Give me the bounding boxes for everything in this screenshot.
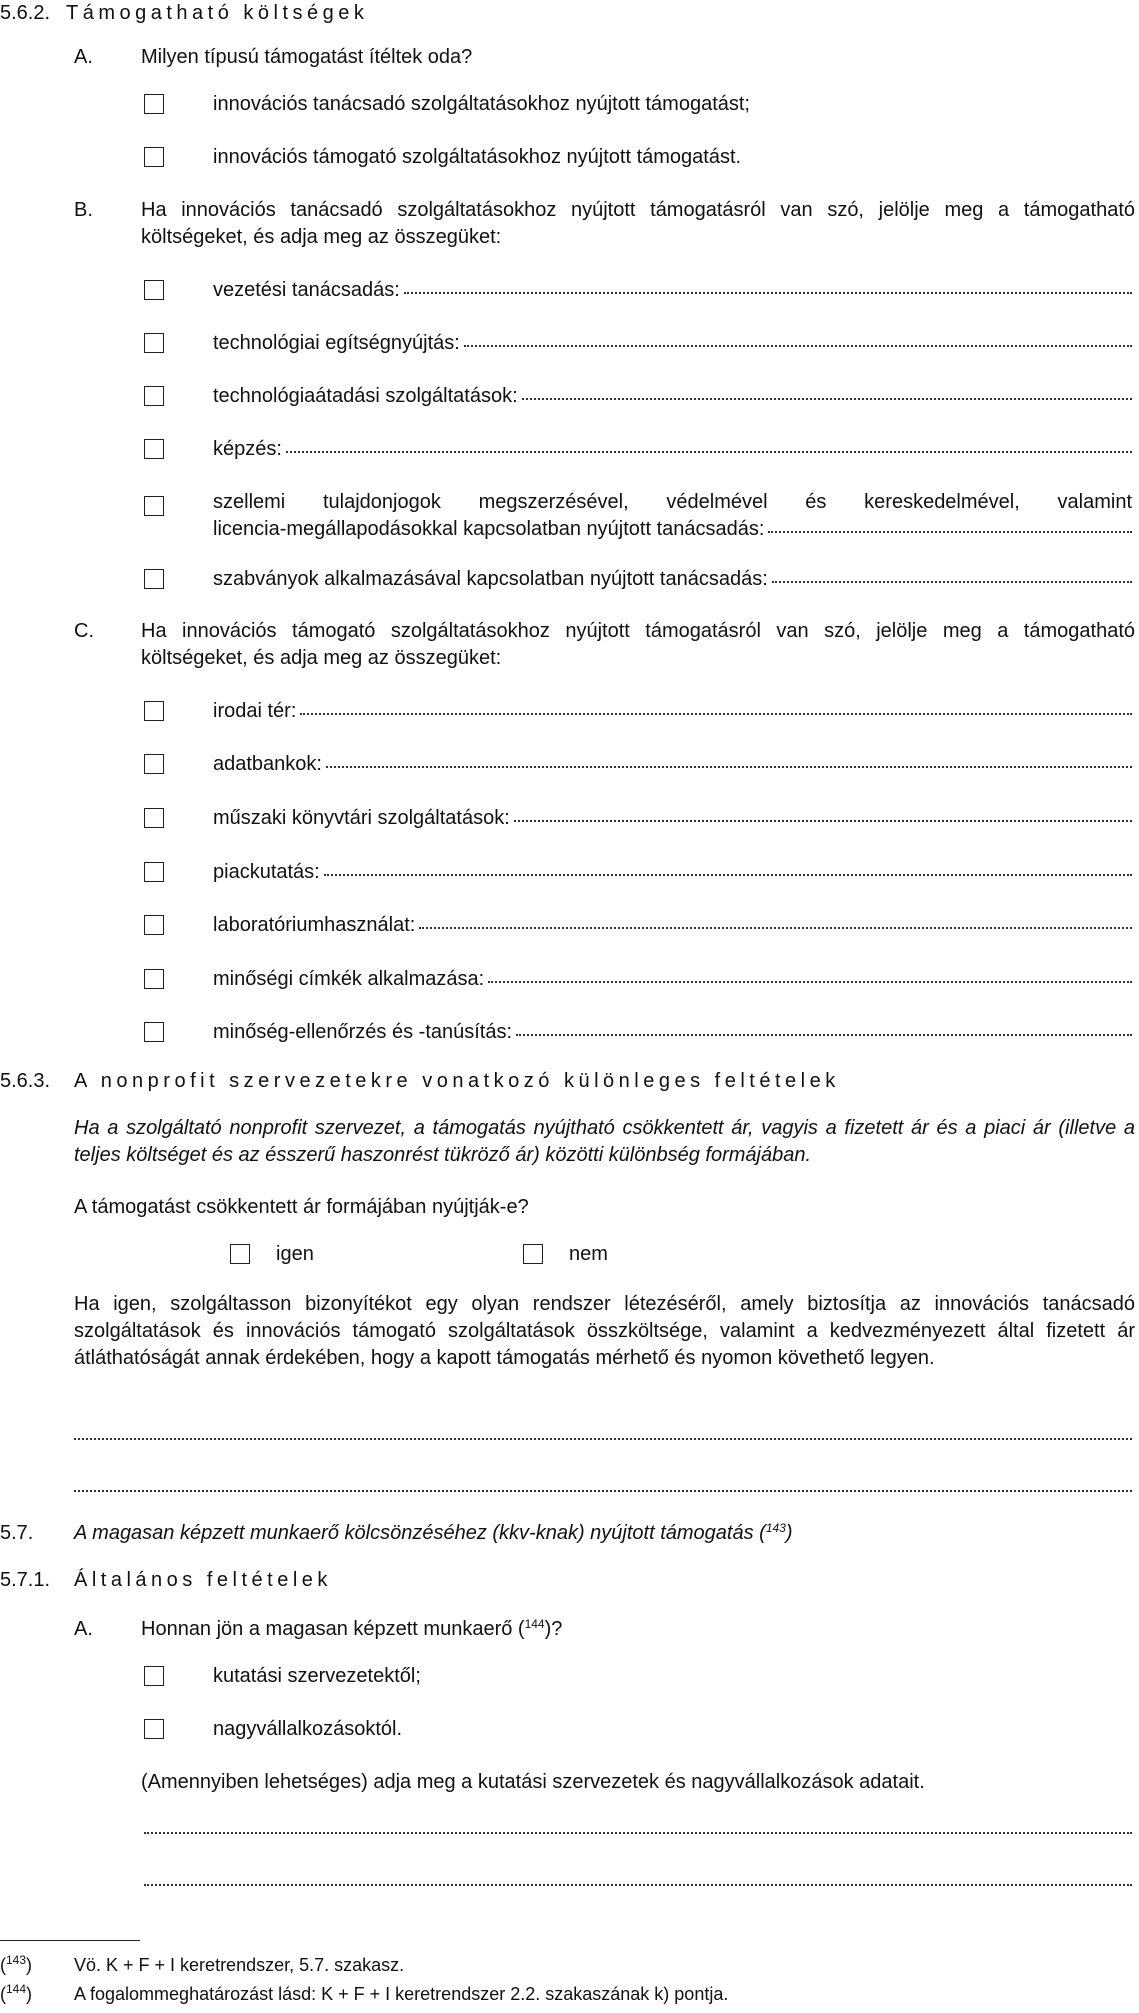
- checkbox-technology-assistance[interactable]: [144, 333, 164, 353]
- option-yes-label: igen: [276, 1243, 314, 1265]
- question-b-text: Ha innovációs tanácsadó szolgáltatásokhoz nyújtott támogatásról van szó, jelölje meg a támogatható költségeket, és adja meg az összegüket:: [141, 199, 1135, 248]
- question-b-label: B.: [74, 199, 93, 221]
- footnote-144-text: A fogalommeghatározást lásd: K + F + I keretrendszer 2.2. szakaszának k) pontja.: [74, 1984, 729, 2004]
- section-number-5-6-3: 5.6.3.: [0, 1070, 51, 1092]
- item-technical-library: műszaki könyvtári szolgáltatások:: [213, 805, 1132, 832]
- item-quality-control: minőség-ellenőrzés és -tanúsítás:: [213, 1019, 1132, 1046]
- item-laboratory-use: laboratóriumhasználat:: [213, 912, 1132, 939]
- question-a2-text: Honnan jön a magasan képzett munkaerő ($^{144}$)?: [141, 1617, 563, 1640]
- reduced-price-question: A támogatást csökkentett ár formájában nyújtják-e?: [74, 1196, 529, 1218]
- footnote-ref-143[interactable]: 143: [765, 1521, 786, 1535]
- nonprofit-condition-text: Ha a szolgáltató nonprofit szervezet, a támogatás nyújtható csökkentett ár, vagyis a fizetett ár és a piaci ár (illetve a teljes költséget és az ésszerű haszonrést tükröző ár) közötti különbség formájában.: [74, 1117, 1135, 1166]
- footnote-separator: [0, 1940, 140, 1941]
- item-standards-advice: szabványok alkalmazásával kapcsolatban nyújtott tanácsadás:: [213, 566, 1132, 593]
- checkbox-standards-advice[interactable]: [144, 569, 164, 589]
- option-innovation-support: innovációs támogató szolgáltatásokhoz nyújtott támogatást.: [213, 146, 742, 168]
- option-innovation-advisory: innovációs tanácsadó szolgáltatásokhoz nyújtott támogatást;: [213, 93, 750, 115]
- checkbox-large-enterprises[interactable]: [144, 1719, 164, 1739]
- answer-line-2[interactable]: [74, 1488, 1132, 1492]
- section-number-5-7: 5.7.: [0, 1522, 34, 1544]
- question-c-text: Ha innovációs támogató szolgáltatásokhoz nyújtott támogatásról van szó, jelölje meg a támogatható költségeket, és adja meg az összegüket:: [141, 620, 1135, 669]
- item-training: képzés:: [213, 436, 1132, 463]
- answer-line-1[interactable]: [74, 1436, 1132, 1440]
- item-management-advice: vezetési tanácsadás:: [213, 277, 1132, 304]
- item-technology-assistance: technológiai egítségnyújtás:: [213, 330, 1132, 357]
- question-c-label: C.: [74, 620, 94, 642]
- evidence-request-text: Ha igen, szolgáltasson bizonyítékot egy olyan rendszer létezéséről, amely biztosítja az innovációs tanácsadó szolgáltatások és innovációs támogató szolgáltatások összköltsége, valamint a kedvezményezett által fizetett ár átláthatóságát annak érdekében, hogy a kapott támogatás mérhető és nyomon követhető legyen.: [74, 1293, 1135, 1369]
- question-a-label: A.: [74, 46, 93, 68]
- checkbox-technical-library[interactable]: [144, 808, 164, 828]
- item-databanks: adatbankok:: [213, 751, 1132, 778]
- checkbox-laboratory-use[interactable]: [144, 915, 164, 935]
- details-request-text: (Amennyiben lehetséges) adja meg a kutatási szervezetek és nagyvállalkozások adatait.: [141, 1771, 925, 1793]
- checkbox-management-advice[interactable]: [144, 280, 164, 300]
- item-office-space: irodai tér:: [213, 698, 1132, 725]
- option-large-enterprises: nagyvállalkozásoktól.: [213, 1718, 402, 1740]
- section-title-5-7-1: Általános feltételek: [74, 1569, 332, 1591]
- footnote-143-text: Vö. K + F + I keretrendszer, 5.7. szakasz.: [74, 1955, 405, 1975]
- checkbox-innovation-advisory[interactable]: [144, 94, 164, 114]
- item-quality-labels: minőségi címkék alkalmazása:: [213, 966, 1132, 993]
- checkbox-innovation-support[interactable]: [144, 147, 164, 167]
- checkbox-ip-advice[interactable]: [144, 496, 164, 516]
- checkbox-office-space[interactable]: [144, 701, 164, 721]
- option-research-organisations: kutatási szervezetektől;: [213, 1665, 421, 1687]
- section-title-5-6-3: A nonprofit szervezetekre vonatkozó különleges feltételek: [74, 1070, 840, 1092]
- checkbox-training[interactable]: [144, 439, 164, 459]
- checkbox-yes[interactable]: [230, 1244, 250, 1264]
- checkbox-quality-labels[interactable]: [144, 969, 164, 989]
- footnote-144-ref: ($^{144}$): [0, 1982, 33, 2004]
- details-line-2[interactable]: [144, 1882, 1132, 1886]
- item-ip-advice-line2: licencia-megállapodásokkal kapcsolatban nyújtott tanácsadás:: [213, 516, 1132, 543]
- checkbox-quality-control[interactable]: [144, 1022, 164, 1042]
- checkbox-market-research[interactable]: [144, 862, 164, 882]
- section-title-5-6-2: Támogatható költségek: [66, 2, 369, 24]
- question-a-text: Milyen típusú támogatást ítéltek oda?: [141, 46, 473, 68]
- item-market-research: piackutatás:: [213, 859, 1132, 886]
- checkbox-databanks[interactable]: [144, 754, 164, 774]
- footnote-143-ref: ($^{143}$): [0, 1953, 33, 1975]
- section-number-5-7-1: 5.7.1.: [0, 1569, 51, 1591]
- item-ip-advice-line1: szellemi tulajdonjogok megszerzésével, védelmével és kereskedelmével, valamint: [213, 491, 1132, 513]
- item-technology-transfer: technológiaátadási szolgáltatások:: [213, 383, 1132, 410]
- details-line-1[interactable]: [144, 1830, 1132, 1834]
- option-no-label: nem: [569, 1243, 608, 1265]
- footnote-ref-144[interactable]: 144: [524, 1617, 545, 1631]
- section-number-5-6-2: 5.6.2.: [0, 2, 51, 24]
- question-a2-label: A.: [74, 1618, 93, 1640]
- checkbox-research-organisations[interactable]: [144, 1666, 164, 1686]
- checkbox-no[interactable]: [523, 1244, 543, 1264]
- section-title-5-7: A magasan képzett munkaerő kölcsönzéséhez (kkv-knak) nyújtott támogatás ($^{143}$): [74, 1521, 793, 1544]
- checkbox-technology-transfer[interactable]: [144, 386, 164, 406]
